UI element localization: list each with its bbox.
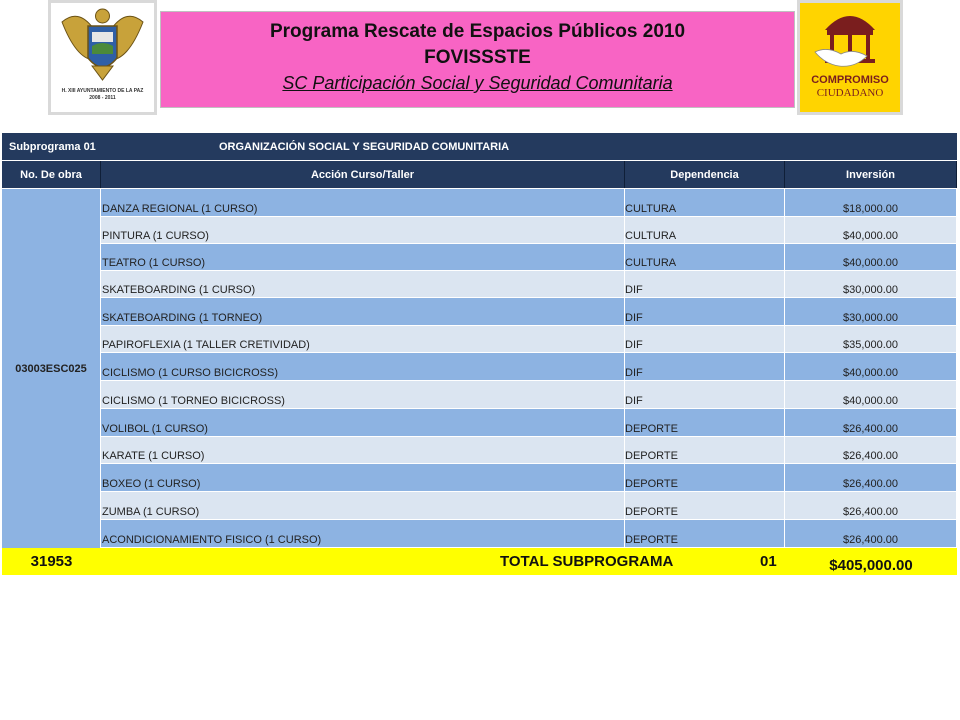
accion-cell: SKATEBOARDING (1 TORNEO) xyxy=(101,298,625,326)
dependencia-cell: DIF xyxy=(625,298,785,326)
subprograma-name: ORGANIZACIÓN SOCIAL Y SEGURIDAD COMUNITARIA xyxy=(219,140,510,153)
dependencia-cell: CULTURA xyxy=(625,189,785,217)
program-title: Programa Rescate de Espacios Públicos 2010 xyxy=(269,21,686,42)
inversion-cell: $40,000.00 xyxy=(785,217,957,244)
total-row xyxy=(2,548,957,575)
table-row xyxy=(2,353,957,381)
accion-cell: ZUMBA (1 CURSO) xyxy=(101,492,625,520)
dependencia-cell: DEPORTE xyxy=(625,409,785,437)
accion-cell: DANZA REGIONAL (1 CURSO) xyxy=(101,189,625,217)
inversion-cell: $40,000.00 xyxy=(785,244,957,271)
subprograma-label: Subprograma 01 xyxy=(9,140,96,153)
dependencia-cell: DEPORTE xyxy=(625,492,785,520)
table-row xyxy=(2,464,957,492)
right-logo-word2: CIUDADANO xyxy=(816,87,884,99)
dependencia-cell: DIF xyxy=(625,326,785,353)
column-header-row xyxy=(2,161,957,188)
agency-title: FOVISSSTE xyxy=(424,47,531,68)
right-logo xyxy=(797,0,903,115)
table-row xyxy=(2,189,957,217)
col-header-inversion: Inversión xyxy=(785,161,957,188)
accion-cell: VOLIBOL (1 CURSO) xyxy=(101,409,625,437)
total-subprogram-number: 01 xyxy=(760,553,777,570)
dependencia-cell: DEPORTE xyxy=(625,437,785,464)
accion-cell: CICLISMO (1 TORNEO BICICROSS) xyxy=(101,381,625,409)
col-header-accion: Acción Curso/Taller xyxy=(101,161,625,188)
accion-cell: PAPIROFLEXIA (1 TALLER CRETIVIDAD) xyxy=(101,326,625,353)
accion-cell: CICLISMO (1 CURSO BICICROSS) xyxy=(101,353,625,381)
table-row xyxy=(2,298,957,326)
inversion-cell: $18,000.00 xyxy=(785,189,957,217)
obra-number-cell: 03003ESC025 xyxy=(2,189,101,548)
table-row xyxy=(2,326,957,353)
inversion-cell: $30,000.00 xyxy=(785,298,957,326)
inversion-cell: $40,000.00 xyxy=(785,381,957,409)
col-header-obra: No. De obra xyxy=(2,161,101,188)
right-logo-word1: COMPROMISO xyxy=(811,74,889,86)
inversion-cell: $26,400.00 xyxy=(785,409,957,437)
table-row xyxy=(2,520,957,548)
table-row xyxy=(2,437,957,464)
table-row xyxy=(2,381,957,409)
table-row xyxy=(2,409,957,437)
accion-cell: TEATRO (1 CURSO) xyxy=(101,244,625,271)
left-logo-caption: H. XIII AYUNTAMIENTO DE LA PAZ xyxy=(61,88,144,94)
inversion-cell: $35,000.00 xyxy=(785,326,957,353)
accion-cell: KARATE (1 CURSO) xyxy=(101,437,625,464)
inversion-cell: $40,000.00 xyxy=(785,353,957,381)
accion-cell: SKATEBOARDING (1 CURSO) xyxy=(101,271,625,298)
inversion-cell: $26,400.00 xyxy=(785,437,957,464)
inversion-cell: $26,400.00 xyxy=(785,520,957,548)
left-logo-years: 2008 - 2011 xyxy=(89,95,116,101)
inversion-cell: $26,400.00 xyxy=(785,464,957,492)
inversion-cell: $30,000.00 xyxy=(785,271,957,298)
subprograma-row xyxy=(2,133,957,160)
accion-cell: PINTURA (1 CURSO) xyxy=(101,217,625,244)
dependencia-cell: DIF xyxy=(625,353,785,381)
dependencia-cell: DEPORTE xyxy=(625,464,785,492)
dependencia-cell: DIF xyxy=(625,381,785,409)
subcomponent-title: SC Participación Social y Seguridad Comunitaria xyxy=(282,73,673,93)
dependencia-cell: DEPORTE xyxy=(625,520,785,548)
title-banner xyxy=(160,11,795,108)
accion-cell: ACONDICIONAMIENTO FISICO (1 CURSO) xyxy=(101,520,625,548)
dependencia-cell: CULTURA xyxy=(625,217,785,244)
inversion-cell: $26,400.00 xyxy=(785,492,957,520)
table-row xyxy=(2,492,957,520)
dependencia-cell: DIF xyxy=(625,271,785,298)
total-label: TOTAL SUBPROGRAMA xyxy=(500,553,674,570)
table-row xyxy=(2,271,957,298)
left-logo xyxy=(48,0,157,115)
total-code: 31953 xyxy=(30,553,73,570)
accion-cell: BOXEO (1 CURSO) xyxy=(101,464,625,492)
table-row xyxy=(2,244,957,271)
total-amount: $405,000.00 xyxy=(829,557,913,574)
dependencia-cell: CULTURA xyxy=(625,244,785,271)
col-header-dependencia: Dependencia xyxy=(625,161,785,188)
table-row xyxy=(2,217,957,244)
